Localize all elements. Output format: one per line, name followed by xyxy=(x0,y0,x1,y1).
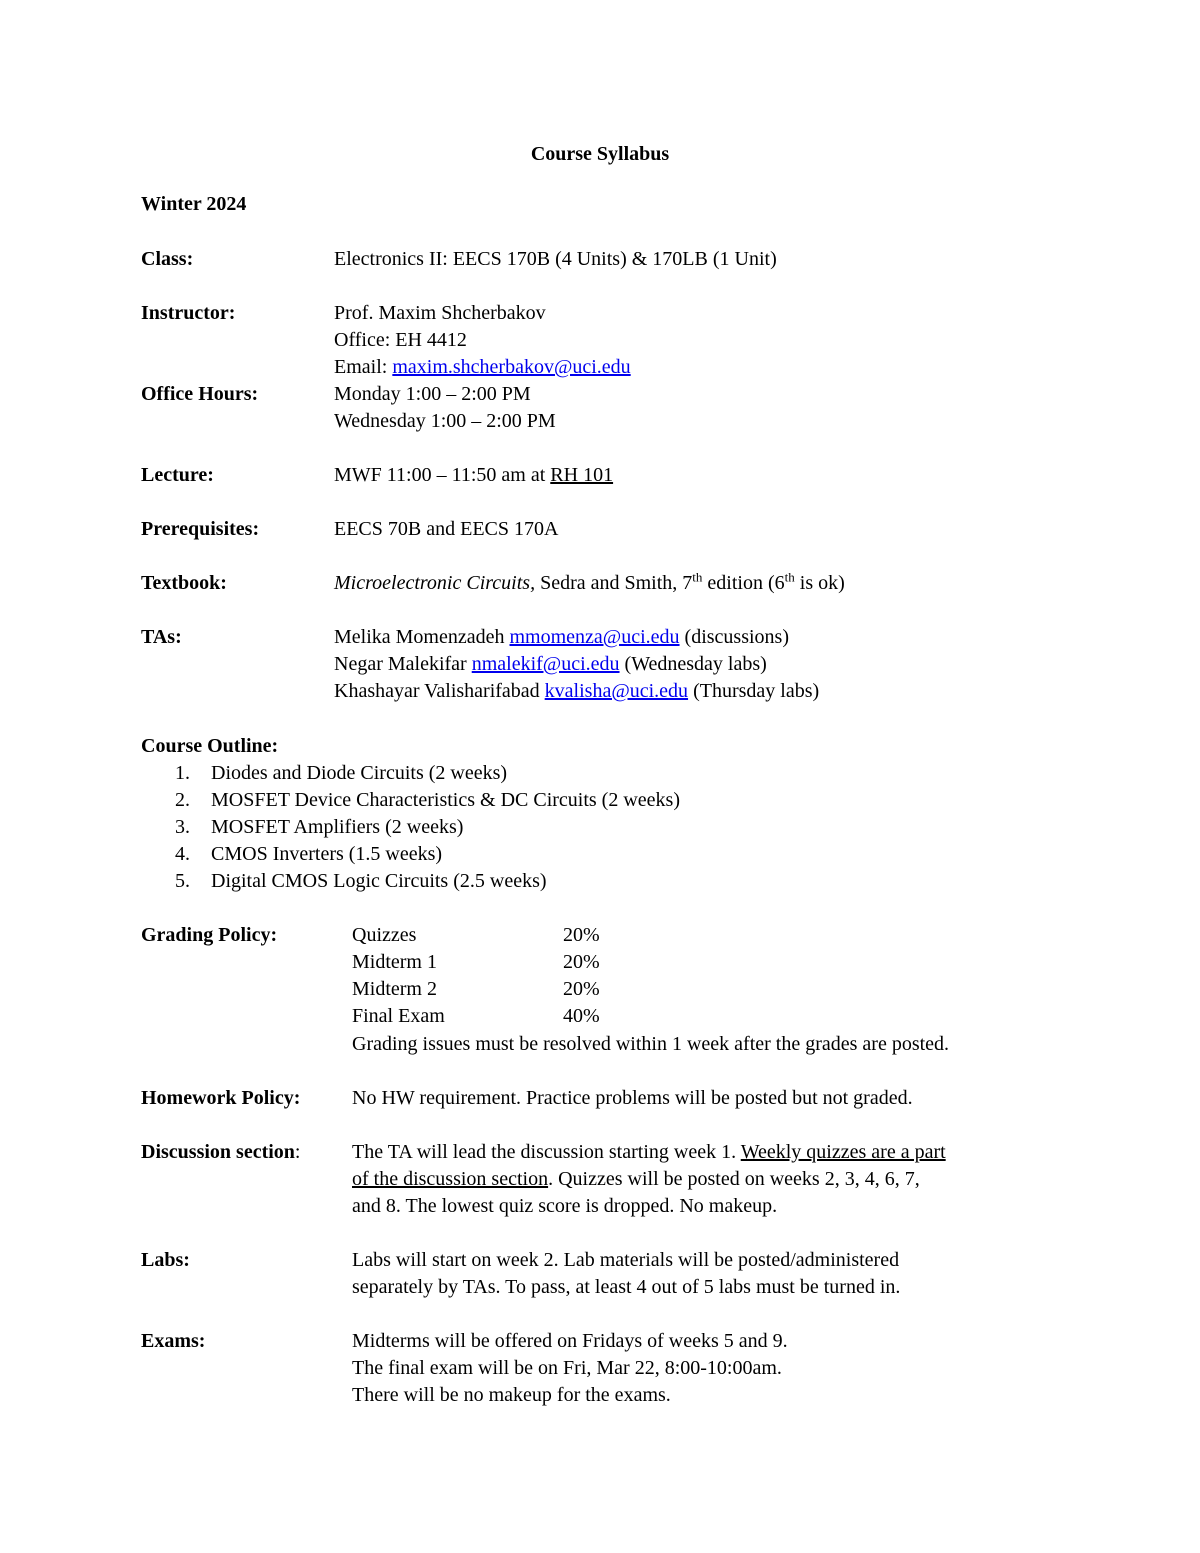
outline-item: Diodes and Diode Circuits (2 weeks) xyxy=(211,762,508,784)
ta-email-link[interactable]: kvalisha@uci.edu xyxy=(544,680,689,702)
textbook-sup: th xyxy=(692,569,703,585)
class-label: Class: xyxy=(141,248,194,270)
discussion-text: The TA will lead the discussion starting week 1. xyxy=(352,1141,741,1163)
office-hours-monday: Monday 1:00 – 2:00 PM xyxy=(334,383,531,405)
labs-line: Labs will start on week 2. Lab materials will be posted/administered xyxy=(352,1249,900,1271)
discussion-emphasis: Weekly quizzes are a part xyxy=(740,1141,946,1163)
course-outline-label: Course Outline: xyxy=(141,735,279,757)
homework-label: Homework Policy: xyxy=(141,1087,301,1109)
textbook-authors: Sedra and Smith, 7 xyxy=(535,572,693,594)
ta-name: Negar Malekifar xyxy=(334,653,472,675)
outline-num: 5. xyxy=(175,870,190,892)
discussion-text: . Quizzes will be posted on weeks 2, 3, 4, 6, 7, xyxy=(548,1168,920,1190)
outline-num: 3. xyxy=(175,816,190,838)
grading-item: Midterm 1 xyxy=(352,951,437,973)
discussion-emphasis: of the discussion section xyxy=(352,1168,549,1190)
grading-item: Midterm 2 xyxy=(352,978,437,1000)
lecture-label: Lecture: xyxy=(141,464,214,486)
instructor-label: Instructor: xyxy=(141,302,236,324)
discussion-line xyxy=(352,1166,920,1193)
ta-row xyxy=(334,651,767,678)
grading-pct: 20% xyxy=(563,951,600,973)
outline-item: MOSFET Amplifiers (2 weeks) xyxy=(211,816,464,838)
homework-value: No HW requirement. Practice problems will be posted but not graded. xyxy=(352,1087,913,1109)
discussion-line xyxy=(352,1139,946,1166)
page-title: Course Syllabus xyxy=(530,143,670,165)
ta-email-link[interactable]: mmomenza@uci.edu xyxy=(509,626,680,648)
grading-item: Final Exam xyxy=(352,1005,445,1027)
exams-label: Exams: xyxy=(141,1330,206,1352)
ta-name: Khashayar Valisharifabad xyxy=(334,680,545,702)
grading-label: Grading Policy: xyxy=(141,924,278,946)
ta-role: (discussions) xyxy=(679,626,789,648)
ta-name: Melika Momenzadeh xyxy=(334,626,510,648)
textbook-label: Textbook: xyxy=(141,572,227,594)
discussion-label xyxy=(141,1139,300,1166)
discussion-label-text: Discussion section xyxy=(141,1141,295,1163)
outline-num: 1. xyxy=(175,762,190,784)
textbook-edition: edition (6 xyxy=(702,572,785,594)
ta-role: (Wednesday labs) xyxy=(619,653,767,675)
email-prefix: Email: xyxy=(334,356,393,378)
textbook-value xyxy=(334,570,845,597)
textbook-title: Microelectronic Circuits, xyxy=(334,572,536,594)
labs-line: separately by TAs. To pass, at least 4 out of 5 labs must be turned in. xyxy=(352,1276,901,1298)
discussion-label-colon: : xyxy=(294,1141,301,1163)
exams-line: Midterms will be offered on Fridays of weeks 5 and 9. xyxy=(352,1330,788,1352)
class-value: Electronics II: EECS 170B (4 Units) & 170LB (1 Unit) xyxy=(334,248,777,270)
lecture-value xyxy=(334,462,613,489)
outline-item: Digital CMOS Logic Circuits (2.5 weeks) xyxy=(211,870,547,892)
tas-label: TAs: xyxy=(141,626,182,648)
outline-item: CMOS Inverters (1.5 weeks) xyxy=(211,843,443,865)
office-hours-label: Office Hours: xyxy=(141,383,259,405)
instructor-email-link[interactable]: maxim.shcherbakov@uci.edu xyxy=(392,356,631,378)
exams-line: The final exam will be on Fri, Mar 22, 8:00-10:00am. xyxy=(352,1357,782,1379)
ta-row xyxy=(334,624,789,651)
term: Winter 2024 xyxy=(141,193,247,215)
grading-note: Grading issues must be resolved within 1 week after the grades are posted. xyxy=(352,1033,950,1055)
textbook-note: is ok) xyxy=(794,572,845,594)
ta-row xyxy=(334,678,819,705)
office-hours-wednesday: Wednesday 1:00 – 2:00 PM xyxy=(334,410,556,432)
prerequisites-label: Prerequisites: xyxy=(141,518,260,540)
discussion-line: and 8. The lowest quiz score is dropped. No makeup. xyxy=(352,1195,778,1217)
grading-pct: 20% xyxy=(563,924,600,946)
grading-item: Quizzes xyxy=(352,924,417,946)
outline-num: 4. xyxy=(175,843,190,865)
prerequisites-value: EECS 70B and EECS 170A xyxy=(334,518,559,540)
grading-pct: 20% xyxy=(563,978,600,1000)
instructor-office: Office: EH 4412 xyxy=(334,329,467,351)
lecture-time: MWF 11:00 – 11:50 am at xyxy=(334,464,551,486)
grading-pct: 40% xyxy=(563,1005,600,1027)
textbook-sup: th xyxy=(784,569,795,585)
outline-num: 2. xyxy=(175,789,190,811)
ta-email-link[interactable]: nmalekif@uci.edu xyxy=(471,653,620,675)
instructor-name: Prof. Maxim Shcherbakov xyxy=(334,302,546,324)
exams-line: There will be no makeup for the exams. xyxy=(352,1384,671,1406)
labs-label: Labs: xyxy=(141,1249,190,1271)
instructor-email-line xyxy=(334,354,631,381)
lecture-room-link[interactable]: RH 101 xyxy=(550,464,614,486)
ta-role: (Thursday labs) xyxy=(688,680,820,702)
outline-item: MOSFET Device Characteristics & DC Circuits (2 weeks) xyxy=(211,789,680,811)
